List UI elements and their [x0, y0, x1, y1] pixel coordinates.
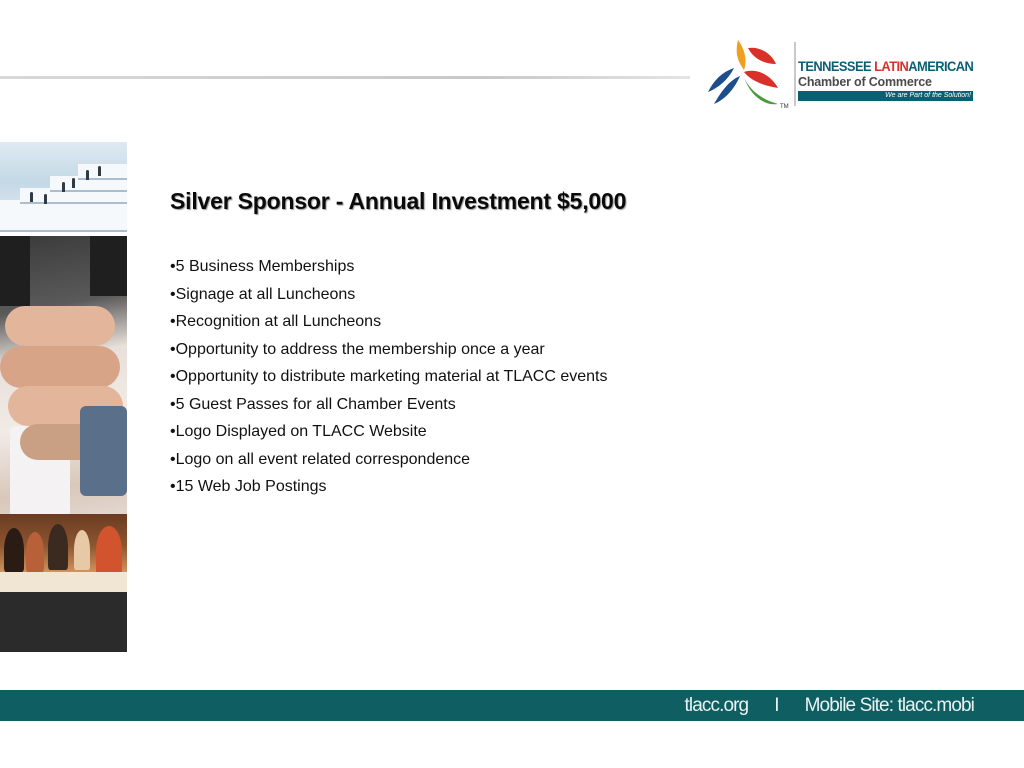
- list-item: •Opportunity to distribute marketing material at TLACC events: [170, 368, 608, 385]
- list-item: •15 Web Job Postings: [170, 478, 327, 495]
- header-divider: [0, 76, 690, 79]
- footer-contact: [685, 690, 974, 721]
- list-item: •Recognition at all Luncheons: [170, 313, 382, 330]
- footer-website: tlacc.org: [684, 695, 749, 716]
- trademark-mark: TM: [780, 104, 789, 110]
- list-item: •Opportunity to address the membership once a year: [170, 340, 545, 358]
- footer-separator: I: [774, 695, 779, 716]
- logo-word-tennessee: TENNESSEE: [798, 58, 875, 74]
- logo-tagline: We are Part of the Solution!: [798, 91, 973, 101]
- footer-bar: [0, 690, 1024, 721]
- logo-word-american: AMERICAN: [908, 58, 974, 74]
- logo-subtitle: Chamber of Commerce: [798, 75, 932, 89]
- benefits-list: [170, 253, 608, 501]
- tlacc-logo: [704, 34, 980, 112]
- list-item: •5 Guest Passes for all Chamber Events: [170, 395, 456, 413]
- footer-mobile-site: Mobile Site: tlacc.mobi: [804, 695, 974, 716]
- list-item: •5 Business Memberships: [170, 258, 355, 275]
- logo-divider: [794, 42, 796, 106]
- list-item: •Signage at all Luncheons: [170, 285, 356, 303]
- list-item: •Logo Displayed on TLACC Website: [170, 423, 427, 440]
- stairs-photo: [0, 142, 127, 232]
- logo-org-name: [798, 58, 973, 74]
- tlacc-logo-mark-icon: [704, 34, 790, 110]
- slide-title: Silver Sponsor - Annual Investment $5,000: [170, 188, 627, 214]
- list-item: •Logo on all event related correspondence: [170, 450, 471, 468]
- meeting-photo: [0, 514, 127, 592]
- logo-word-latin: LATIN: [874, 58, 909, 74]
